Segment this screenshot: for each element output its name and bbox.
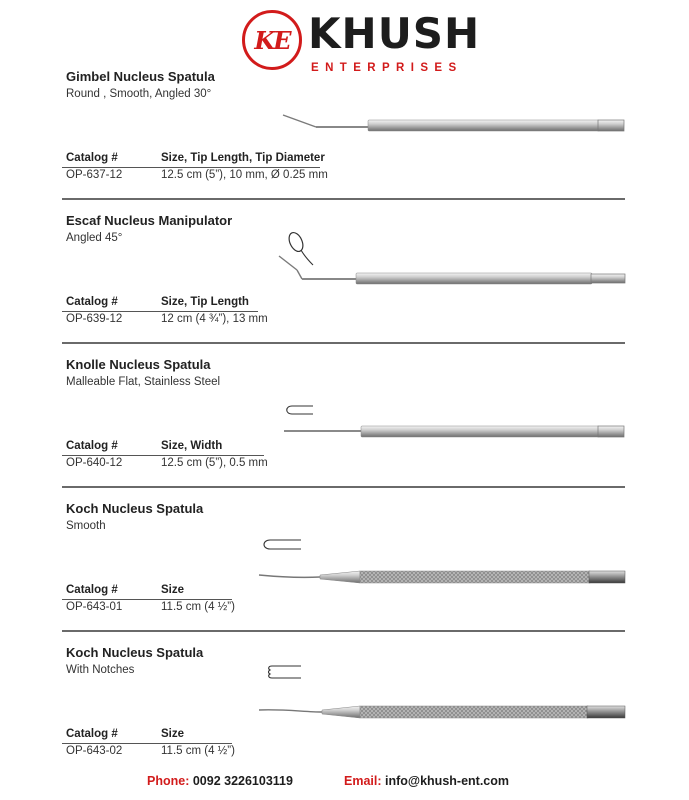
instrument-image bbox=[0, 213, 689, 303]
product-title: Knolle Nucleus Spatula bbox=[66, 357, 211, 372]
product-description: Angled 45° bbox=[66, 232, 123, 244]
size-value: 12 cm (4 ¾”), 13 mm bbox=[161, 313, 268, 325]
product-title: Gimbel Nucleus Spatula bbox=[66, 69, 215, 84]
size-header: Size, Width bbox=[161, 440, 223, 452]
catalog-header: Catalog # bbox=[66, 584, 118, 596]
catalog-number: OP-643-02 bbox=[66, 745, 123, 757]
size-header: Size bbox=[161, 728, 185, 740]
logo-name: KHUSH bbox=[308, 9, 481, 58]
instrument-image bbox=[0, 69, 689, 159]
size-value: 11.5 cm (4 ½”) bbox=[161, 745, 235, 757]
product-title: Koch Nucleus Spatula bbox=[66, 501, 204, 516]
size-header: Size bbox=[161, 584, 185, 596]
product-description: Smooth bbox=[66, 520, 106, 532]
phone-contact bbox=[147, 774, 293, 788]
instrument-image bbox=[0, 645, 689, 735]
section-divider bbox=[62, 198, 625, 200]
product-description: Round , Smooth, Angled 30° bbox=[66, 88, 212, 100]
table-rule bbox=[62, 167, 320, 168]
catalog-header: Catalog # bbox=[66, 152, 118, 164]
catalog-header: Catalog # bbox=[66, 440, 118, 452]
email-contact bbox=[344, 774, 509, 788]
product-description: With Notches bbox=[66, 664, 135, 676]
product-title: Koch Nucleus Spatula bbox=[66, 645, 204, 660]
size-value: 12.5 cm (5”), 10 mm, Ø 0.25 mm bbox=[161, 169, 328, 181]
email-label: Email: bbox=[344, 774, 382, 788]
catalog-number: OP-639-12 bbox=[66, 313, 123, 325]
product-title: Escaf Nucleus Manipulator bbox=[66, 213, 233, 228]
instrument-image bbox=[0, 501, 689, 591]
company-logo bbox=[242, 9, 481, 76]
size-header: Size, Tip Length bbox=[161, 296, 249, 308]
size-value: 12.5 cm (5”), 0.5 mm bbox=[161, 457, 268, 469]
table-rule bbox=[62, 311, 258, 312]
catalog-number: OP-637-12 bbox=[66, 169, 123, 181]
table-rule bbox=[62, 743, 232, 744]
logo-tagline: ENTERPRISES bbox=[311, 62, 463, 74]
product-description: Malleable Flat, Stainless Steel bbox=[66, 376, 221, 388]
catalog-header: Catalog # bbox=[66, 728, 118, 740]
table-rule bbox=[62, 455, 264, 456]
section-divider bbox=[62, 630, 625, 632]
size-header: Size, Tip Length, Tip Diameter bbox=[161, 152, 325, 164]
section-divider bbox=[62, 342, 625, 344]
phone-label: Phone: bbox=[147, 774, 190, 788]
email-address: info@khush-ent.com bbox=[385, 774, 509, 788]
catalog-number: OP-643-01 bbox=[66, 601, 123, 613]
size-value: 11.5 cm (4 ½”) bbox=[161, 601, 235, 613]
catalog-header: Catalog # bbox=[66, 296, 118, 308]
logo-mark: KE bbox=[254, 25, 290, 55]
section-divider bbox=[62, 486, 625, 488]
logo-emblem bbox=[242, 10, 302, 70]
instrument-image bbox=[0, 357, 689, 447]
table-rule bbox=[62, 599, 232, 600]
phone-number: 0092 3226103119 bbox=[192, 774, 293, 788]
catalog-number: OP-640-12 bbox=[66, 457, 123, 469]
